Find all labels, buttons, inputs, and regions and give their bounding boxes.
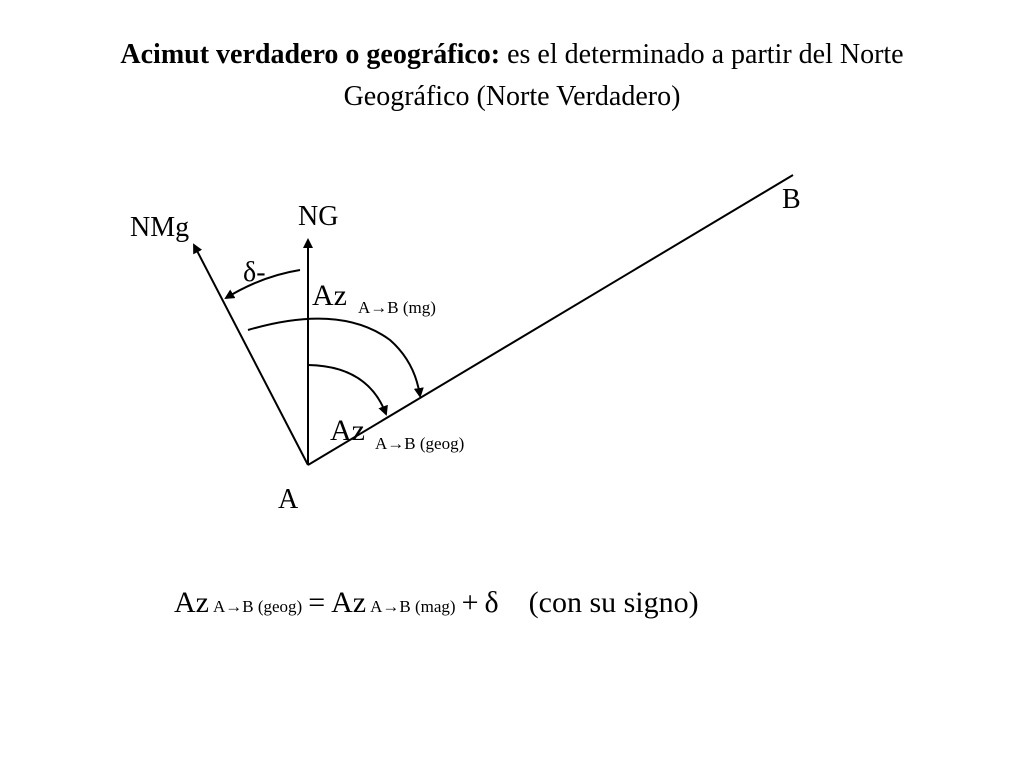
- label-az-mg: Az: [312, 279, 347, 312]
- formula-plus: +: [461, 586, 479, 619]
- title-term: Acimut verdadero o geográfico:: [120, 39, 501, 70]
- magnetic-azimuth-arc: [248, 319, 420, 396]
- label-az-geog-sub: A→B (geog): [375, 434, 465, 453]
- geographic-azimuth-arc: [308, 365, 386, 414]
- azimuth-formula: [174, 586, 699, 636]
- title-definition: es el determinado a partir del Norte: [500, 39, 904, 70]
- label-ng: NG: [298, 201, 339, 232]
- formula-az-geog-sub: A→B (geog): [212, 597, 303, 616]
- formula-equals: =: [308, 586, 326, 619]
- label-point-a: A: [278, 484, 299, 515]
- label-point-b: B: [782, 184, 801, 215]
- label-az-mg-sub: A→B (mg): [358, 298, 436, 317]
- formula-az-mag: Az: [331, 586, 367, 619]
- title-line-2: Geográfico (Norte Verdadero): [343, 81, 681, 112]
- label-nmg: NMg: [130, 212, 190, 243]
- line-a-to-b: [308, 175, 793, 465]
- formula-az-geog: Az: [174, 586, 209, 619]
- formula-delta: δ: [484, 586, 499, 619]
- formula-note: (con su signo): [528, 586, 699, 619]
- label-delta: δ-: [243, 257, 266, 288]
- formula-az-mag-sub: A→B (mag): [370, 597, 456, 616]
- label-az-geog: Az: [330, 414, 365, 447]
